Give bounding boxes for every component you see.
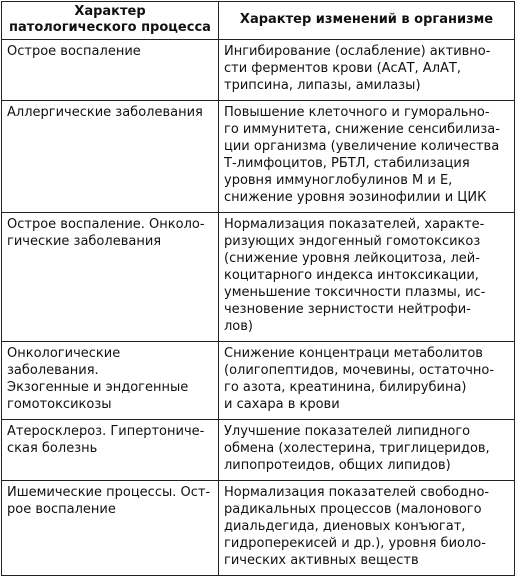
table-row	[2, 420, 515, 481]
process-changes-table	[1, 1, 515, 576]
process-cell	[2, 342, 219, 420]
process-cell	[2, 420, 219, 481]
table-body	[2, 40, 515, 576]
changes-cell	[219, 40, 515, 101]
process-cell	[2, 481, 219, 576]
changes-text: Нормализация показателей, характе- ризующих эндогенный гомотоксикоз (снижение уровня лейкоцитоза, лей- коцитарного индекса интоксикации, уменьшение токсичности плазмы, ис- чезновение зернистости нейтрофи- лов)	[224, 217, 486, 334]
table-row	[2, 40, 515, 101]
changes-cell	[219, 481, 515, 576]
process-text: Острое воспаление. Онколо- гические заболевания	[7, 217, 205, 249]
header-changes-label: Характер изменений в организме	[239, 12, 494, 27]
header-process-label: Характер патологического процесса	[9, 4, 211, 35]
process-text: Ишемические процессы. Ост- рое воспаление	[7, 485, 211, 517]
process-text: Онкологические заболевания. Экзогенные и эндогенные гомотоксикозы	[7, 346, 189, 412]
changes-text: Снижение концентраци метаболитов (олигопептидов, мочевины, остаточно- го азота, креатинина, билирубина) и сахара в крови	[224, 346, 495, 412]
header-row	[2, 2, 515, 40]
changes-text: Повышение клеточного и гуморально- го иммунитета, снижение сенсибилиза- ции организма (увеличение количества Т-лимфоцитов, РБТЛ, стабилизация уровня иммуноглобулинов М и Е, снижение уровня эозинофилии и ЦИК	[224, 105, 500, 205]
changes-cell	[219, 213, 515, 342]
changes-text: Нормализация показателей свободно- радикальных процессов (малонового диальдегида, диеновых конъюгат, гидроперекисей и др.), уровня биоло- гических активных веществ	[224, 485, 490, 568]
process-text: Атеросклероз. Гипертониче- ская болезнь	[7, 424, 205, 456]
table-row	[2, 101, 515, 213]
changes-text: Ингибирование (ослабление) активно- сти ферментов крови (АсАТ, АлАТ, трипсина, липазы, амилазы)	[224, 44, 491, 93]
changes-text: Улучшение показателей липидного обмена (холестерина, триглицеридов, липопротеидов, общих липидов)	[224, 424, 490, 473]
changes-cell	[219, 420, 515, 481]
table-row	[2, 342, 515, 420]
changes-cell	[219, 101, 515, 213]
process-cell	[2, 101, 219, 213]
process-cell	[2, 213, 219, 342]
table-header	[2, 2, 515, 40]
header-changes	[219, 2, 515, 40]
header-process	[2, 2, 219, 40]
table-row	[2, 213, 515, 342]
table-row	[2, 481, 515, 576]
process-cell	[2, 40, 219, 101]
process-text: Аллергические заболевания	[7, 105, 203, 120]
changes-cell	[219, 342, 515, 420]
process-text: Острое воспаление	[7, 44, 141, 59]
